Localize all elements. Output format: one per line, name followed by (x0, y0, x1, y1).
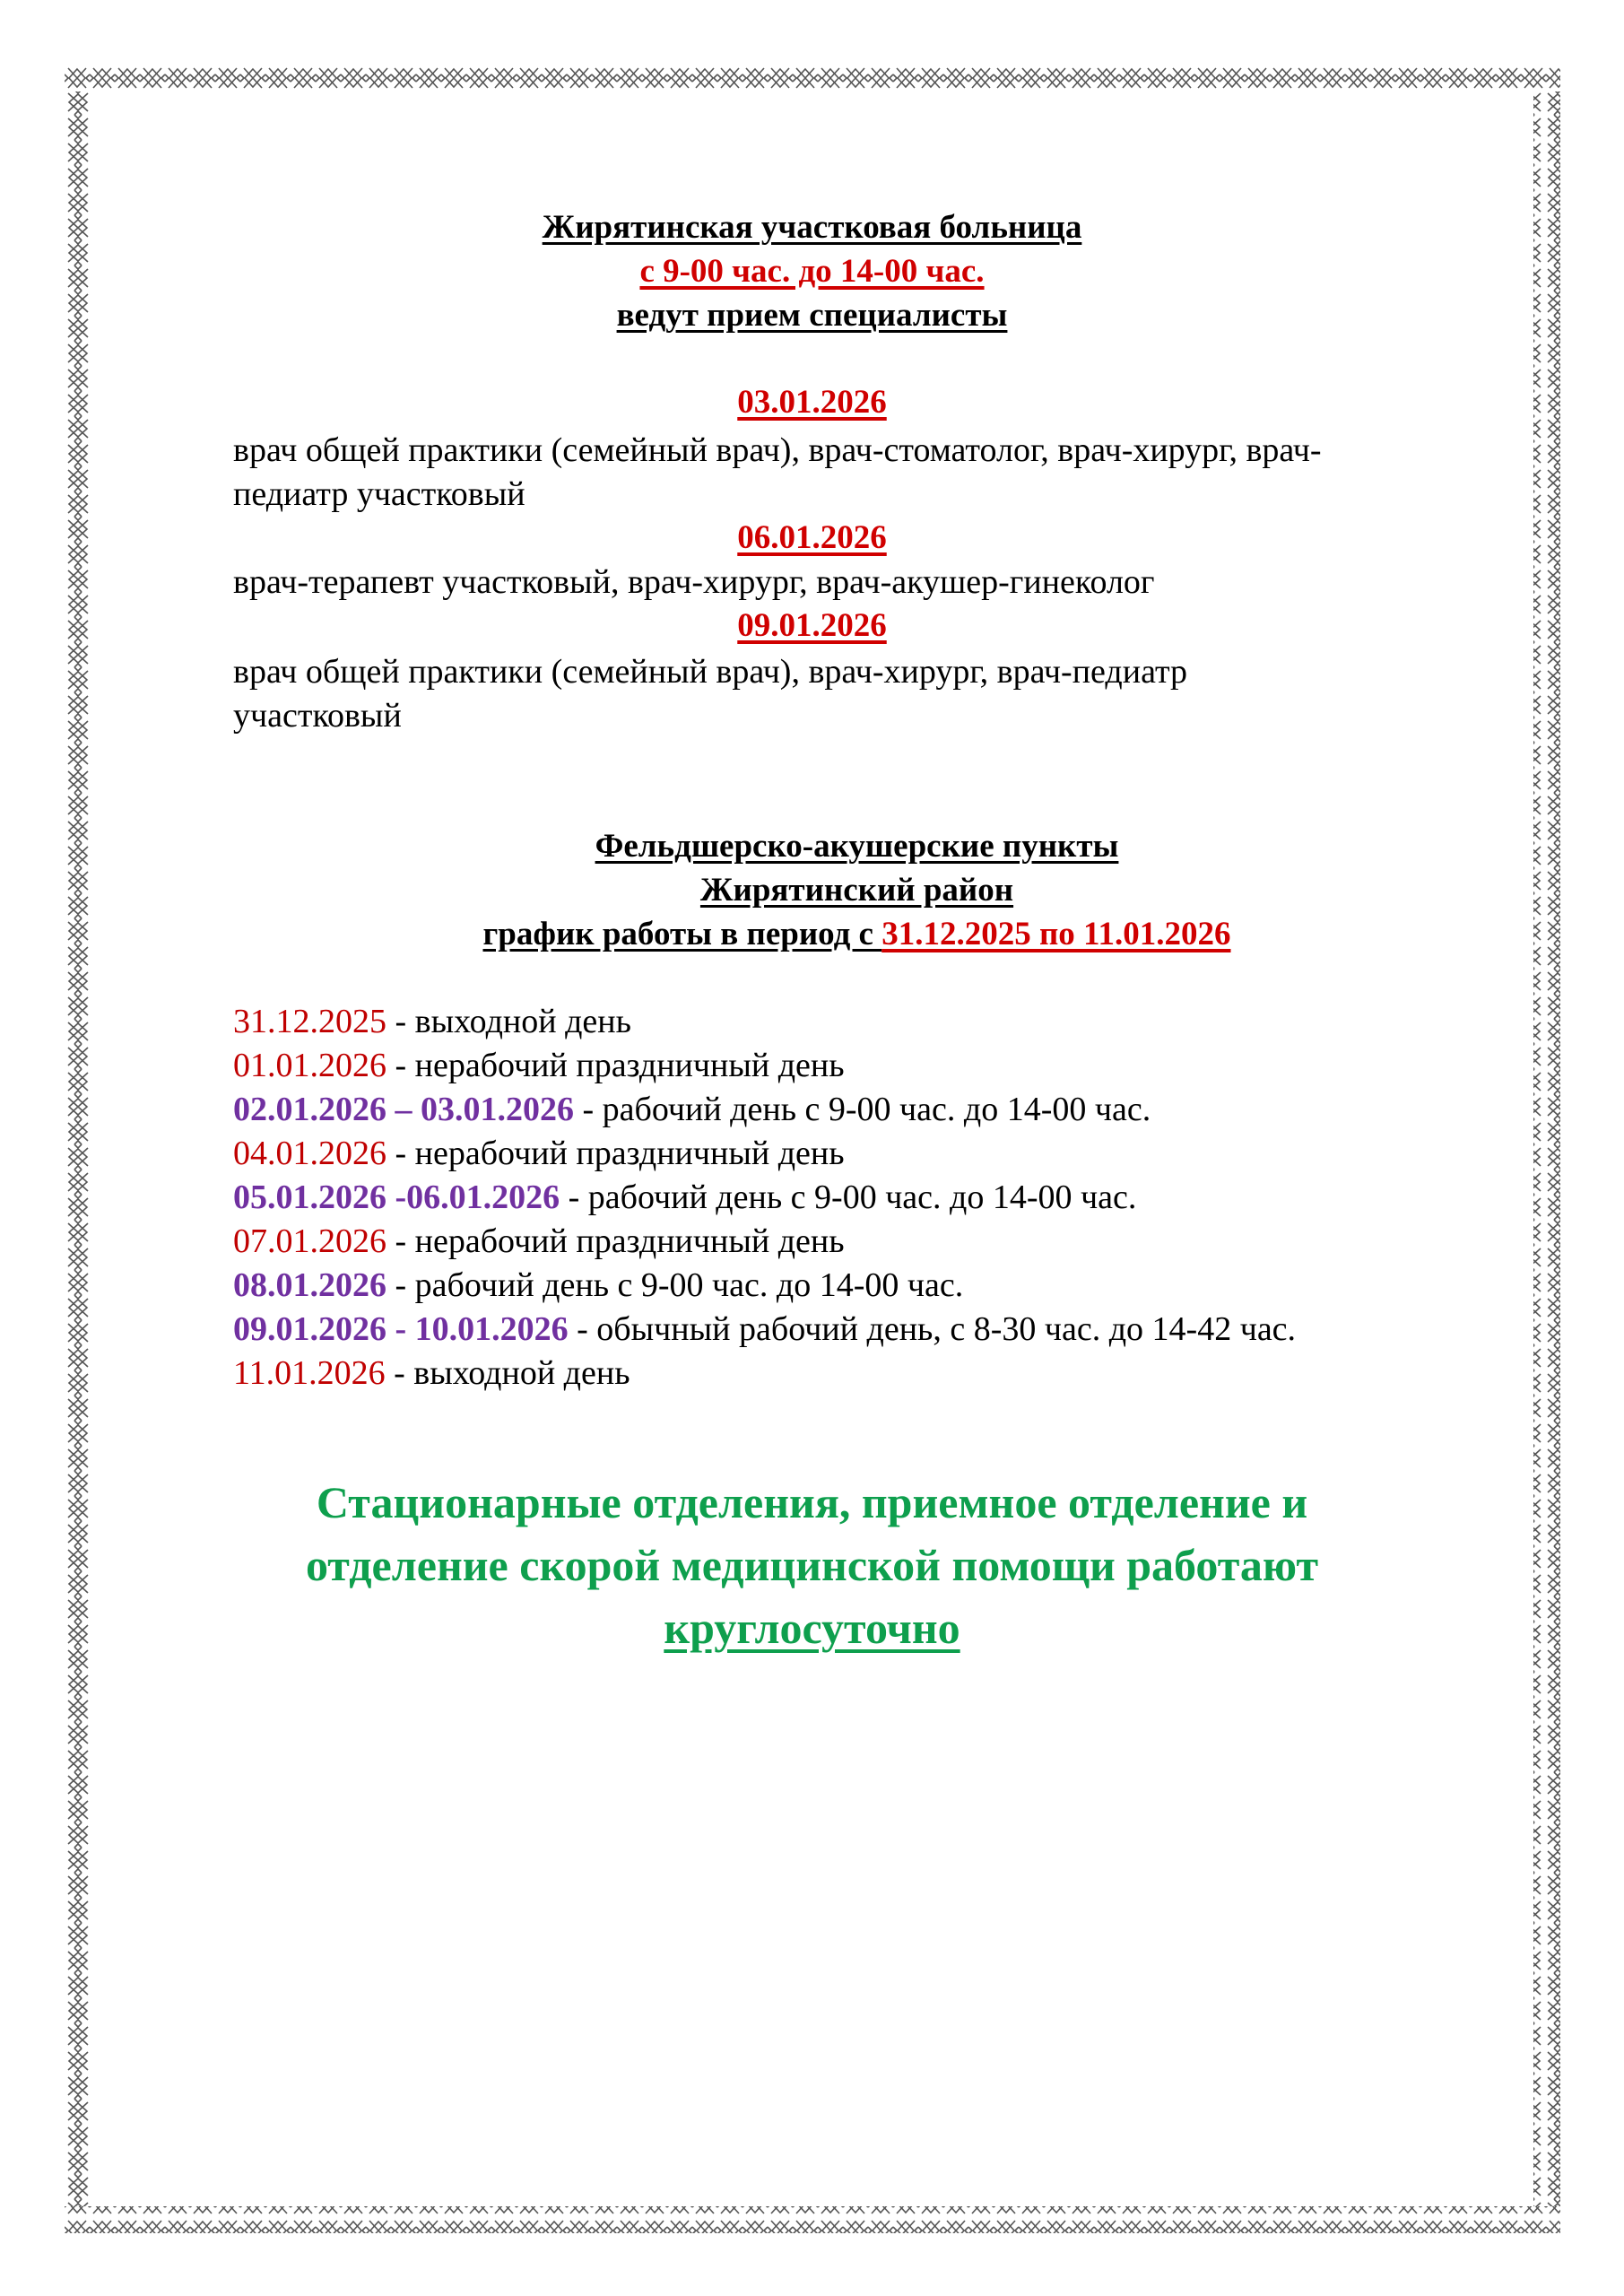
specialist-list-line: врач общей практики (семейный врач), врач-хирург, врач-педиатр (233, 653, 1188, 691)
round-the-clock-notice (0, 1471, 1624, 1659)
specialist-list-line: педиатр участковый (233, 475, 525, 513)
schedule-date: 01.01.2026 (233, 1047, 386, 1084)
schedule-item (233, 1176, 1136, 1220)
schedule-item (233, 1044, 845, 1088)
specialist-day-date: 03.01.2026 (737, 384, 887, 421)
schedule-item (233, 1352, 630, 1396)
schedule-status: - выходной день (385, 1354, 630, 1392)
notice-line: круглосуточно (664, 1603, 960, 1653)
schedule-item (233, 1264, 963, 1308)
schedule-date: 02.01.2026 – 03.01.2026 (233, 1091, 574, 1128)
hospital-subtitle: ведут прием специалисты (616, 297, 1008, 334)
schedule-item (233, 1088, 1151, 1132)
schedule-date: 09.01.2026 - 10.01.2026 (233, 1310, 569, 1348)
fap-period: график работы в период с 31.12.2025 по 11.01.2026 (482, 916, 1231, 952)
schedule-date: 11.01.2026 (233, 1354, 386, 1392)
hospital-title: Жирятинская участковая больница (542, 209, 1082, 246)
schedule-item (233, 1000, 631, 1044)
notice-line: Стационарные отделения, приемное отделение и (316, 1477, 1308, 1527)
schedule-status: - нерабочий праздничный день (386, 1222, 845, 1260)
hospital-hours: с 9-00 час. до 14-00 час. (639, 253, 985, 290)
schedule-item (233, 1132, 845, 1176)
schedule-date: 07.01.2026 (233, 1222, 386, 1260)
schedule-status: - рабочий день с 9-00 час. до 14-00 час. (560, 1178, 1137, 1216)
notice-line: отделение скорой медицинской помощи работают (305, 1540, 1319, 1590)
schedule-status: - выходной день (386, 1003, 631, 1040)
schedule-date: 04.01.2026 (233, 1135, 386, 1172)
fap-title: Фельдшерско-акушерские пункты (595, 828, 1119, 865)
specialist-day-date: 09.01.2026 (737, 607, 887, 644)
specialist-list-line: врач-терапевт участковый, врач-хирург, врач-акушер-гинеколог (233, 563, 1155, 601)
specialist-day-date: 06.01.2026 (737, 519, 887, 556)
fap-district: Жирятинский район (699, 872, 1014, 909)
specialist-list-line: участковый (233, 697, 402, 735)
schedule-item (233, 1220, 845, 1264)
schedule-date: 05.01.2026 -06.01.2026 (233, 1178, 560, 1216)
specialist-list-line: врач общей практики (семейный врач), врач-стоматолог, врач-хирург, врач- (233, 431, 1322, 469)
schedule-status: - нерабочий праздничный день (386, 1047, 845, 1084)
schedule-status: - рабочий день с 9-00 час. до 14-00 час. (574, 1091, 1151, 1128)
schedule-status: - рабочий день с 9-00 час. до 14-00 час. (386, 1266, 964, 1304)
schedule-date: 31.12.2025 (233, 1003, 386, 1040)
schedule-item (233, 1308, 1296, 1352)
schedule-status: - обычный рабочий день, с 8-30 час. до 14-42 час. (568, 1310, 1297, 1348)
schedule-date: 08.01.2026 (233, 1266, 386, 1304)
schedule-status: - нерабочий праздничный день (386, 1135, 845, 1172)
